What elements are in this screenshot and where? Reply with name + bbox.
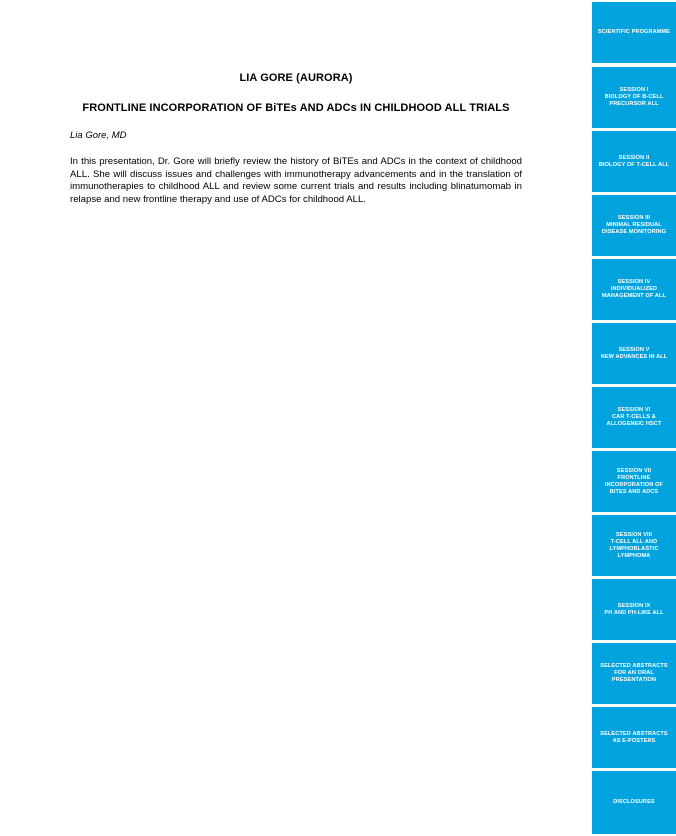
nav-label: SCIENTIFIC PROGRAMME [597, 29, 671, 35]
nav-e-poster-abstracts[interactable] [592, 707, 676, 768]
author-line: Lia Gore, MD [70, 130, 127, 141]
nav-session-5[interactable] [592, 323, 676, 384]
nav-disclosures[interactable] [592, 771, 676, 834]
presentation-title: FRONTLINE INCORPORATION OF BiTEs AND ADCs IN CHILDHOOD ALL TRIALS [82, 102, 510, 114]
nav-label: SESSION IV INDIVIDUALIZED MANAGEMENT OF ALL [602, 279, 666, 299]
sidebar-navigation [592, 0, 676, 836]
nav-label: SESSION V NEW ADVANCES IN ALL [600, 346, 668, 360]
nav-session-4[interactable] [592, 259, 676, 320]
nav-session-8[interactable] [592, 515, 676, 576]
nav-label: SESSION IX PH AND PH-LIKE ALL [604, 602, 664, 616]
nav-label: SELECTED ABSTRACTS FOR AN ORAL PRESENTATION [600, 663, 668, 683]
nav-label: SESSION VIII T-CELL ALL AND LYMPHOBLASTIC LYMPHOMA [609, 531, 659, 559]
nav-oral-abstracts[interactable] [592, 643, 676, 704]
nav-session-7[interactable] [592, 451, 676, 512]
abstract-paragraph: In this presentation, Dr. Gore will briefly review the history of BiTEs and ADCs in the context of childhood ALL. She will discuss issues and challenges with immunotherapy advancements and in the translation of immunotherapies to childhood ALL and review some current trials and results including blinatumomab in relapse and new frontline therapy and use of ADCs for childhood ALL. [70, 156, 522, 205]
speaker-title: LIA GORE (AURORA) [239, 72, 353, 84]
nav-session-2[interactable] [592, 131, 676, 192]
nav-label: SESSION VII FRONTLINE INCORPORATION OF BITES AND ADCS [604, 467, 664, 495]
nav-label: SESSION VI CAR T-CELLS & ALLOGENEIC HSCT [606, 407, 662, 427]
nav-scientific-programme[interactable] [592, 2, 676, 63]
nav-label: SELECTED ABSTRACTS AS E-POSTERS [600, 730, 668, 744]
nav-session-9[interactable] [592, 579, 676, 640]
nav-label: DISCLOSURES [613, 799, 655, 805]
nav-label: SESSION I BIOLOGY OF B-CELL PRECURSOR ALL [604, 87, 664, 107]
nav-label: SESSION III MINIMAL RESIDUAL DISEASE MONITORING [601, 215, 667, 235]
nav-session-3[interactable] [592, 195, 676, 256]
nav-session-6[interactable] [592, 387, 676, 448]
nav-label: SESSION II BIOLOGY OF T-CELL ALL [598, 154, 670, 168]
nav-session-1[interactable] [592, 67, 676, 128]
